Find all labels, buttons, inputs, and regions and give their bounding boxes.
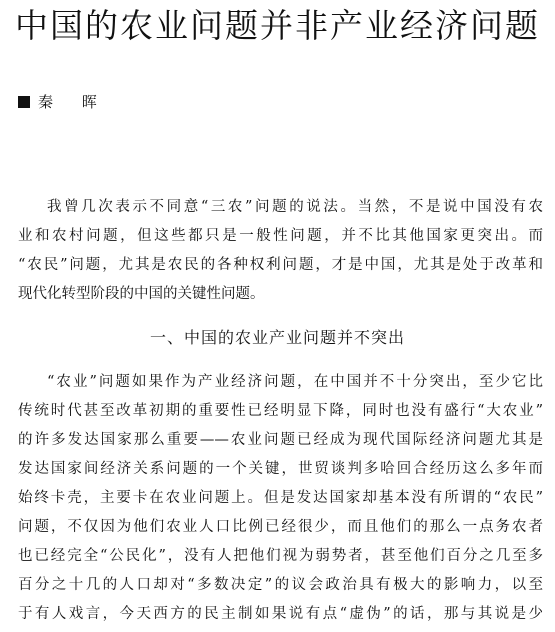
paragraph-line: 百分之十几的人口却对“多数决定”的议会政治具有极大的影响力，以至	[18, 577, 543, 593]
section-heading: 一、中国的农业产业问题并不突出	[149, 328, 405, 347]
paragraph-line: “农民”问题，尤其是农民的各种权利问题，才是中国，尤其是处于改革和	[18, 257, 543, 273]
paragraph-line: 业和农村问题，但这些都只是一般性问题，并不比其他国家更突出。而	[18, 228, 543, 244]
paragraph-line: 始终卡壳，主要卡在农业问题上。但是发达国家却基本没有所谓的“农民”	[18, 490, 543, 506]
section-paragraph	[18, 368, 543, 629]
paragraph-line: 问题，不仅因为他们农业人口比例已经很少，而且他们的那么一点务农者	[18, 519, 543, 535]
paragraph-line: 于有人戏言，今天西方的民主制如果说有点“虚伪”的话，那与其说是少	[18, 606, 543, 622]
author-marker-square	[18, 96, 30, 108]
paragraph-line: 传统时代甚至改革初期的重要性已经明显下降，同时也没有盛行“大农业”	[18, 403, 543, 419]
paragraph-line: “农业”问题如果作为产业经济问题，在中国并不十分突出，至少它比	[47, 374, 543, 390]
paragraph-line: 我曾几次表示不同意“三农”问题的说法。当然，不是说中国没有农	[47, 199, 543, 215]
paragraph-line: 发达国家间经济关系问题的一个关键，世贸谈判多哈回合经历这么多年而	[18, 461, 543, 477]
article-title: 中国的农业问题并非产业经济问题	[15, 6, 540, 45]
paragraph-line: 也已经完全“公民化”，没有人把他们视为弱势者，甚至他们百分之几至多	[18, 548, 543, 564]
intro-paragraph	[18, 193, 543, 309]
author-name: 秦 晖	[38, 93, 109, 111]
author-line	[18, 92, 109, 112]
paragraph-line: 的许多发达国家那么重要——农业问题已经成为现代国际经济问题尤其是	[18, 432, 543, 448]
paragraph-line: 现代化转型阶段的中国的关键性问题。	[18, 286, 265, 302]
